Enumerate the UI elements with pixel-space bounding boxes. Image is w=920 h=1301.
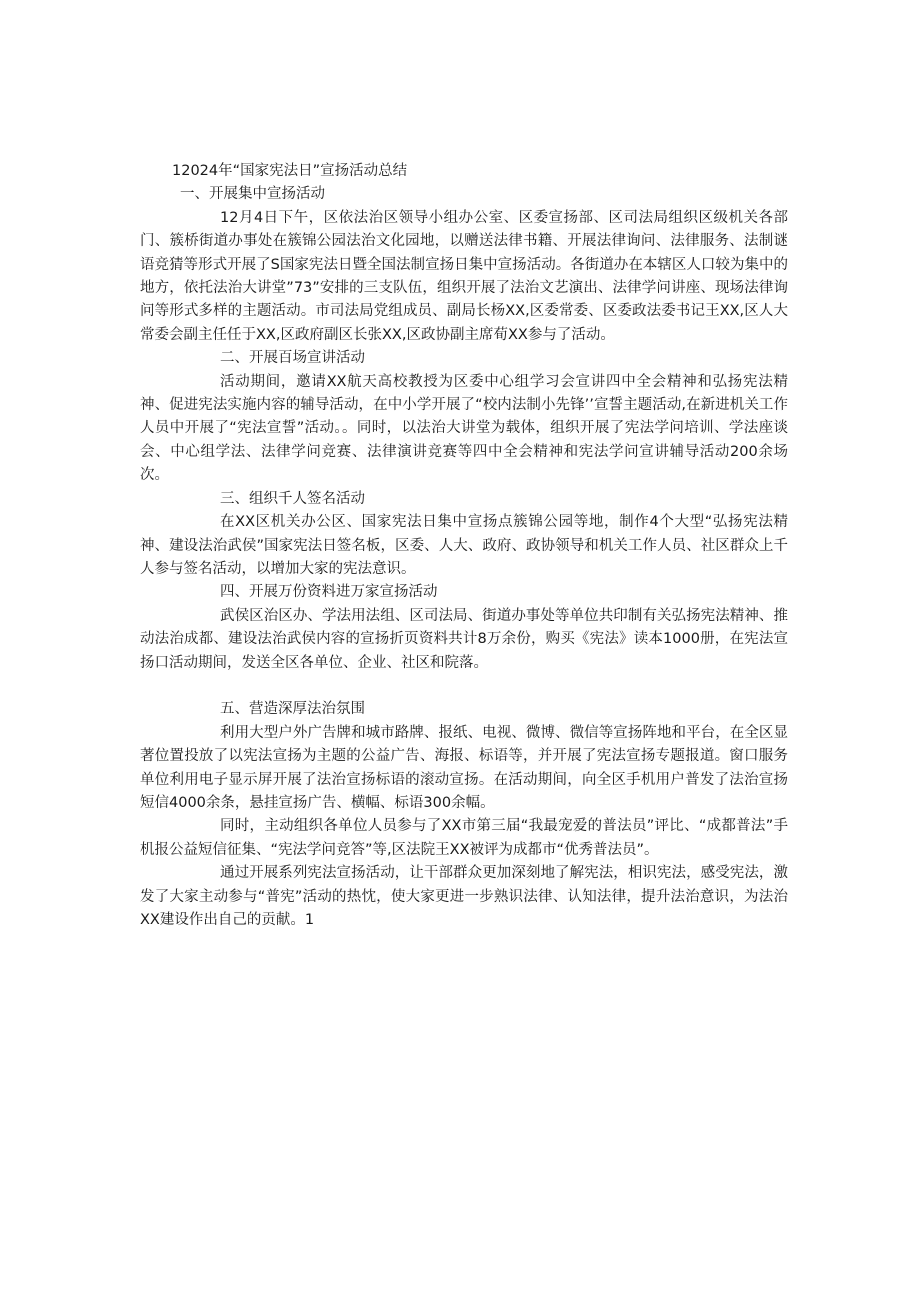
section-heading: 五、营造深厚法治氛围 [220,701,365,718]
section-heading: 二、开展百场宣讲活动 [220,350,365,367]
section-spacer [140,675,788,698]
section-heading: 一、开展集中宣扬活动 [180,186,325,203]
section-paragraph: 活动期间，邀请XX航天高校教授为区委中心组学习会宣讲四中全会精神和弘扬宪法精神、促进宪法实施内容的辅导活动，在中小学开展了“校内法制小先锋’’宣誓主题活动,在新进机关工作人员中开展了“宪法宣誓”活动。。同时，以法治大讲堂为载体，组织开展了宪法学问培训、学法座谈会、中心组学法、法律学问竞赛、法律演讲竞赛等四中全会精神和宪法学问宣讲辅导活动200余场次。 [140,373,788,484]
section-paragraph: 武侯区治区办、学法用法组、区司法局、街道办事处等单位共印制有关弘扬宪法精神、推动法治成都、建设法治武侯内容的宣扬折页资料共计8万余份，购买《宪法》读本1000册，在宪法宣扬口活动期间，发送全区各单位、企业、社区和院落。 [140,607,788,671]
section-paragraph: 同时，主动组织各单位人员参与了XX市第三届“我最宠爱的普法员”评比、“成都普法”手机报公益短信征集、“宪法学问竞答”等,区法院王XX被评为成都市“优秀普法员”。 [140,818,788,858]
section-heading: 三、组织千人签名活动 [220,490,365,507]
section-paragraph: 12月4日下午，区依法治区领导小组办公室、区委宣扬部、区司法局组织区级机关各部门、簇桥街道办事处在簇锦公园法治文化园地，以赠送法律书籍、开展法律询问、法律服务、法制谜语竞猜等形式开展了S国家宪法日暨全国法制宣扬日集中宣扬活动。各街道办在本辖区人口较为集中的地方，依托法治大讲堂”73”安排的三支队伍，组织开展了法治文艺演出、法律学问讲座、现场法律询问等形式多样的主题活动。市司法局党组成员、副局长杨XX,区委常委、区委政法委书记王XX,区人大常委会副主任任于XX,区政府副区长张XX,区政协副主席荀XX参与了活动。 [140,209,788,343]
section-heading: 四、开展万份资料进万家宣扬活动 [220,584,438,601]
section-paragraph: 在XX区机关办公区、国家宪法日集中宣扬点簇锦公园等地，制作4个大型“弘扬宪法精神、建设法治武侯”国家宪法日签名板，区委、人大、政府、政协领导和机关工作人员、社区群众上千人参与签名活动，以增加大家的宪法意识。 [140,514,788,577]
document-body [140,160,788,932]
section-paragraph: 通过开展系列宪法宣扬活动，让干部群众更加深刻地了解宪法，相识宪法，感受宪法，激发了大家主动参与“普宪”活动的热忱，使大家更进一步熟识法律、认知法律，提升法治意识，为法治XX建设作出自己的贡献。1 [140,865,788,928]
section-paragraph: 利用大型户外广告牌和城市路牌、报纸、电视、微博、微信等宣扬阵地和平台，在全区显著位置投放了以宪法宣扬为主题的公益广告、海报、标语等，并开展了宪法宣扬专题报道。窗口服务单位利用电子显示屏开展了法治宣扬标语的滚动宣扬。在活动期间，向全区手机用户普发了法治宣扬短信4000余条，悬挂宣扬广告、横幅、标语300余幅。 [140,724,788,811]
document-title: 12024年“国家宪法日”宣扬活动总结 [172,163,408,179]
